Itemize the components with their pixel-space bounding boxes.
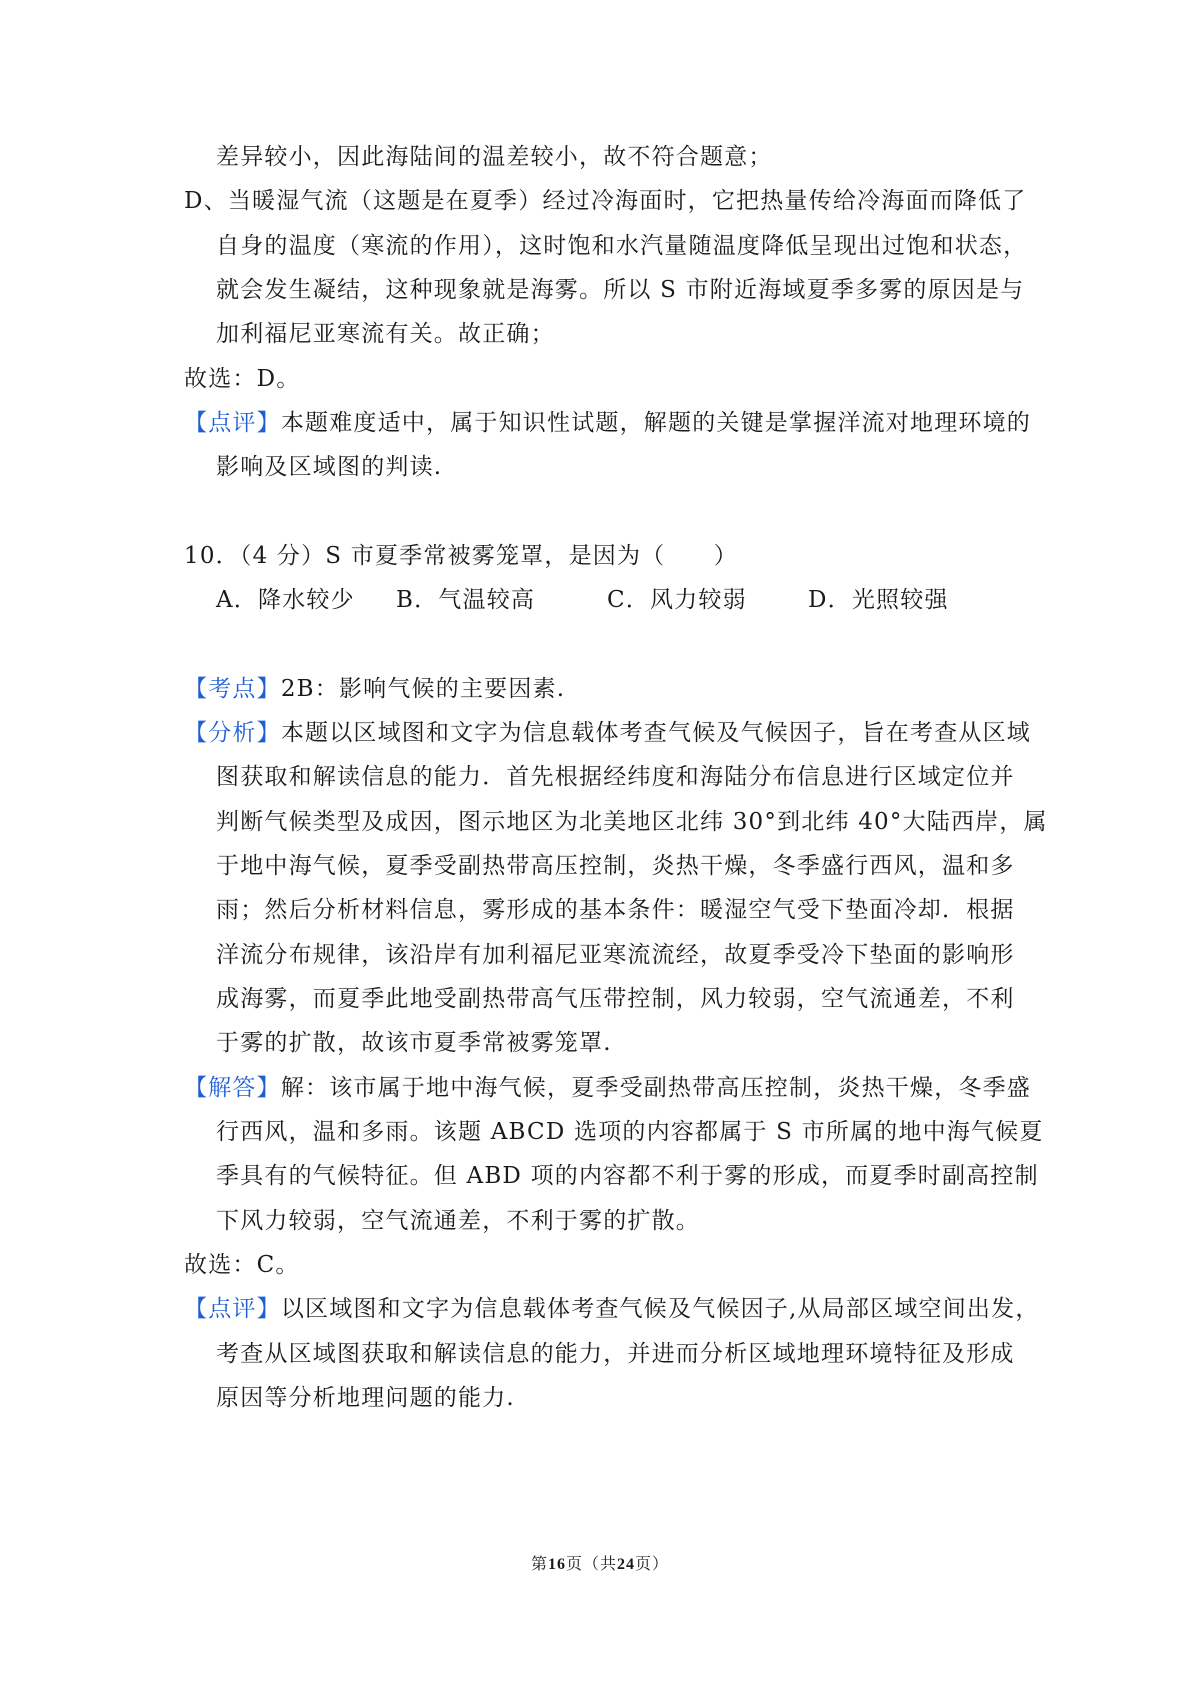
- footer-middle: 页（共: [565, 1554, 617, 1573]
- page-footer: [0, 1553, 1200, 1576]
- question-stem: 10．（4 分）S 市夏季常被雾笼罩，是因为（ ）: [184, 543, 738, 569]
- jieda-line: 行西风，温和多雨。该题 ABCD 选项的内容都属于 S 市所属的地中海气候夏: [216, 1119, 1044, 1145]
- jieda-tag: 【解答】: [184, 1075, 281, 1101]
- comment-line: [184, 1294, 1040, 1324]
- answer-line: 故选：C。: [184, 1252, 300, 1278]
- choice-b: B．气温较高: [396, 587, 536, 613]
- choice-a: A．降水较少: [216, 587, 355, 613]
- jieda-line: 下风力较弱，空气流通差，不利于雾的扩散。: [216, 1208, 700, 1234]
- option-d-analysis-line: D、当暖湿气流（这题是在夏季）经过冷海面时，它把热量传给冷海面而降低了: [184, 188, 1027, 214]
- fenxi-text: 本题以区域图和文字为信息载体考查气候及气候因子，旨在考查从区域: [280, 720, 1032, 746]
- fenxi-line: 雨；然后分析材料信息，雾形成的基本条件：暖湿空气受下垫面冷却．根据: [216, 897, 1015, 923]
- comment-line: 影响及区域图的判读.: [216, 454, 443, 480]
- fenxi-tag: 【分析】: [184, 720, 281, 746]
- jieda-text: 解：该市属于地中海气候，夏季受副热带高压控制，炎热干燥，冬季盛: [280, 1075, 1032, 1101]
- choice-c: C．风力较弱: [607, 587, 747, 613]
- fenxi-line: 洋流分布规律，该沿岸有加利福尼亚寒流流经，故夏季受冷下垫面的影响形: [216, 942, 1015, 968]
- comment-line: [184, 408, 1031, 438]
- comment-text: 以区域图和文字为信息载体考查气候及气候因子,从局部区域空间出发，: [280, 1296, 1040, 1322]
- total-pages-number: 24: [617, 1556, 635, 1573]
- answer-line: 故选：D。: [184, 366, 301, 392]
- option-d-analysis-line: 自身的温度（寒流的作用），这时饱和水汽量随温度降低呈现出过饱和状态，: [216, 233, 1028, 259]
- fenxi-line: 成海雾，而夏季此地受副热带高气压带控制，风力较弱，空气流通差，不利: [216, 986, 1015, 1012]
- option-d-analysis-line: 加利福尼亚寒流有关。故正确；: [216, 321, 555, 347]
- fenxi-line: 于地中海气候，夏季受副热带高压控制，炎热干燥，冬季盛行西风，温和多: [216, 853, 1015, 879]
- comment-tag: 【点评】: [184, 1296, 281, 1322]
- analysis-continuation-line: 差异较小，因此海陆间的温差较小，故不符合题意；: [216, 144, 773, 170]
- jieda-line: 季具有的气候特征。但 ABD 项的内容都不利于雾的形成，而夏季时副高控制: [216, 1163, 1039, 1189]
- kaodian-tag: 【考点】: [184, 676, 281, 702]
- jieda-line: [184, 1073, 1031, 1103]
- kaodian-text: 2B：影响气候的主要因素.: [280, 676, 566, 702]
- fenxi-line: [184, 718, 1031, 748]
- kaodian-line: [184, 674, 565, 704]
- option-d-analysis-line: 就会发生凝结，这种现象就是海雾。所以 S 市附近海域夏季多雾的原因是与: [216, 277, 1025, 303]
- current-page-number: 16: [547, 1556, 566, 1573]
- fenxi-line: 判断气候类型及成因，图示地区为北美地区北纬 30°到北纬 40°大陆西岸，属: [216, 809, 1048, 835]
- footer-suffix: 页）: [635, 1554, 670, 1573]
- choice-d: D．光照较强: [808, 587, 949, 613]
- comment-line: 考查从区域图获取和解读信息的能力，并进而分析区域地理环境特征及形成: [216, 1341, 1015, 1367]
- comment-text: 本题难度适中，属于知识性试题，解题的关键是掌握洋流对地理环境的: [280, 410, 1032, 436]
- comment-line: 原因等分析地理问题的能力.: [216, 1385, 515, 1411]
- fenxi-line: 图获取和解读信息的能力．首先根据经纬度和海陆分布信息进行区域定位并: [216, 764, 1015, 790]
- comment-tag: 【点评】: [184, 410, 281, 436]
- fenxi-line: 于雾的扩散，故该市夏季常被雾笼罩.: [216, 1030, 612, 1056]
- footer-prefix: 第: [530, 1554, 548, 1573]
